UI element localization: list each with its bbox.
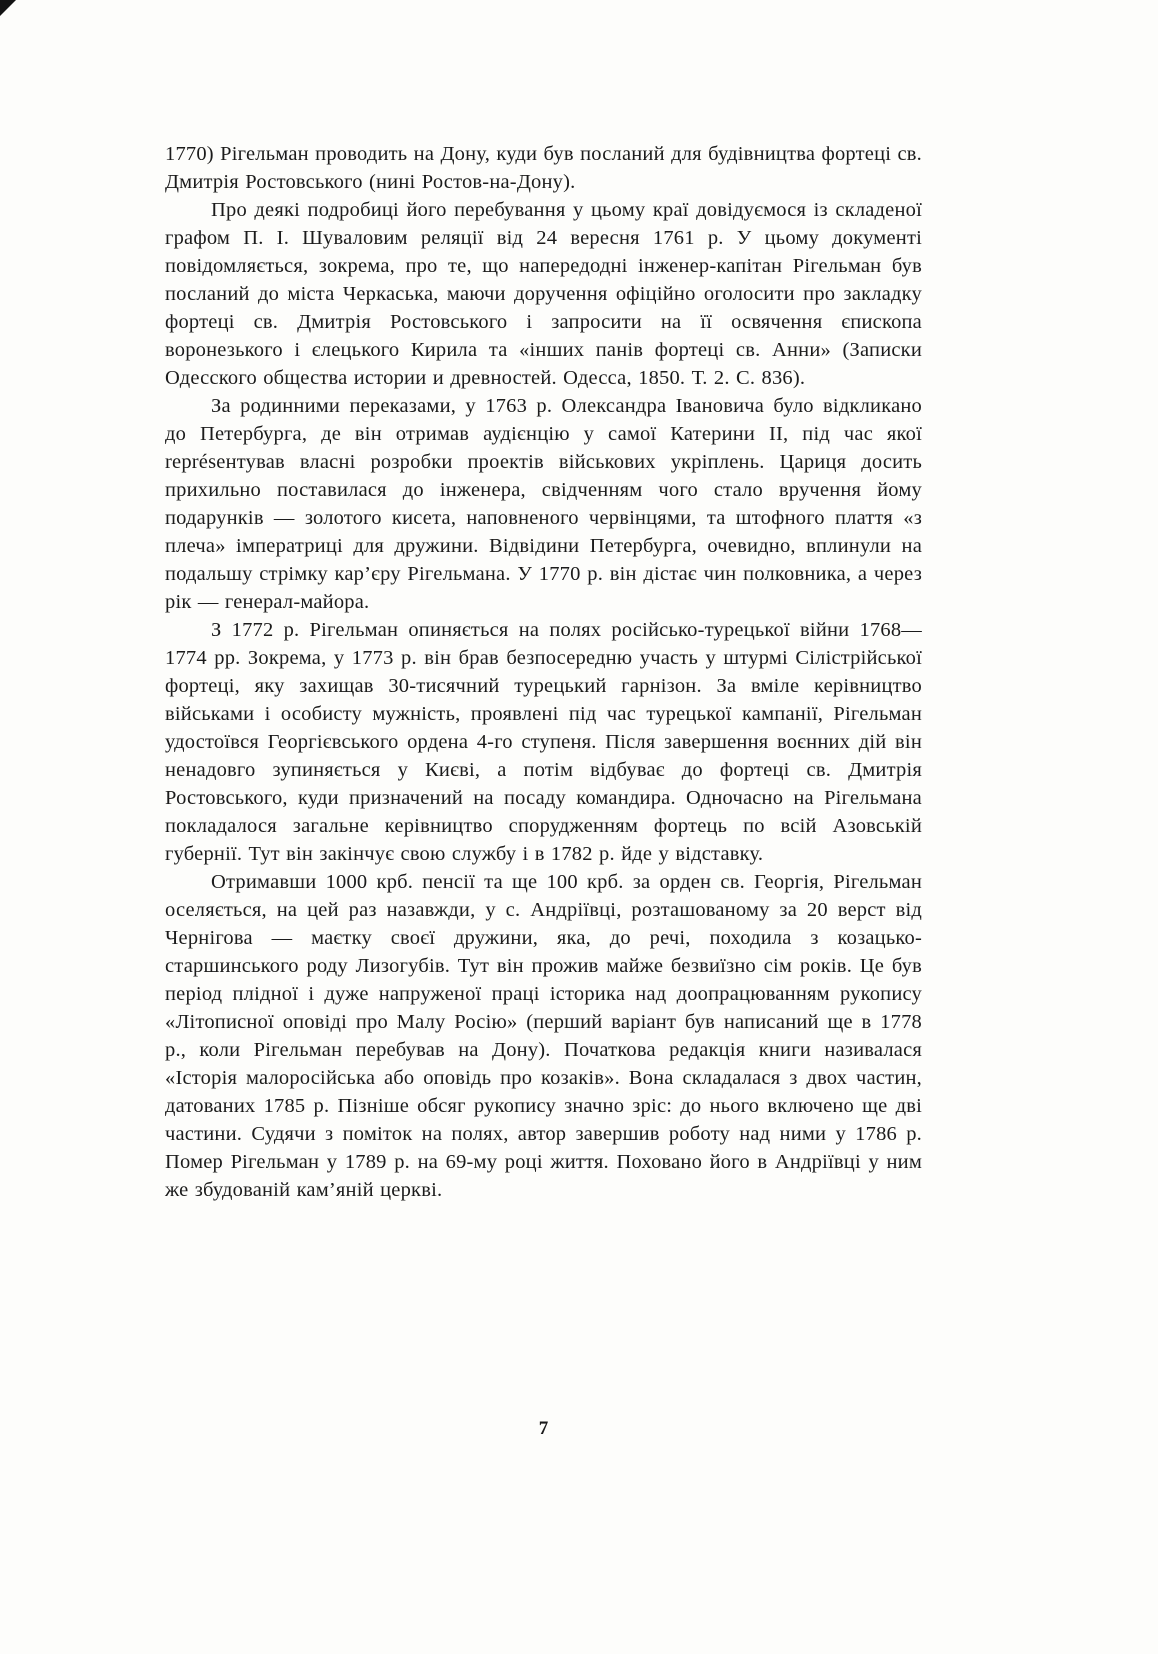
paragraph: За родинними переказами, у 1763 р. Олександра Івановича було відкликано до Петербурга, де він отримав аудієнцію у самої Катерини II, під час якої représентував власні розробки проектів військових укріплень. Цариця досить прихильно поставилася до інженера, свідченням чого стало вручення йому подарунків — золотого кисета, наповненого червінцями, та штофного плаття «з плеча» імператриці для дружини. Відвідини Петербурга, очевидно, вплинули на подальшу стрімку кар’єру Рігельмана. У 1770 р. він дістає чин полковника, а через рік — генерал-майора. <box>165 395 922 613</box>
scan-corner-artifact <box>0 0 16 16</box>
paragraph: Про деякі подробиці його перебування у цьому краї довідуємося із складеної графом П. І. Шуваловим реляції від 24 вересня 1761 р. У цьому документі повідомляється, зокрема, про те, що напередодні інженер-капітан Рігельман був посланий до міста Черкаська, маючи доручення офіційно оголосити про закладку фортеці св. Дмитрія Ростовського і запросити на її освячення єпископа воронезького і єлецького Кирила та «інших панів фортеці св. Анни» (Записки Одесского общества истории и древностей. Одесса, 1850. Т. 2. С. 836). <box>165 199 922 389</box>
paragraph: З 1772 р. Рігельман опиняється на полях російсько-турецької війни 1768—1774 рр. Зокрема, у 1773 р. він брав безпосередню участь у штурмі Сілістрійської фортеці, яку захищав 30-тисячний турецький гарнізон. За вміле керівництво військами і особисту мужність, проявлені під час турецької кампанії, Рігельман удостоївся Георгієвського ордена 4-го ступеня. Після завершення воєнних дій він ненадовго зупиняється у Києві, а потім відбуває до фортеці св. Дмитрія Ростовського, куди призначений на посаду командира. Одночасно на Рігельмана покладалося загальне керівництво спорудженням фортець по всій Азовській губернії. Тут він закінчує свою службу і в 1782 р. йде у відставку. <box>165 619 922 865</box>
page-number: 7 <box>538 1418 549 1439</box>
paragraph: 1770) Рігельман проводить на Дону, куди був посланий для будівництва фортеці св. Дмитрія Ростовського (нині Ростов-на-Дону). <box>165 143 922 193</box>
page-text <box>165 140 922 1204</box>
paragraph: Отримавши 1000 крб. пенсії та ще 100 крб. за орден св. Георгія, Рігельман оселяється, на цей раз назавжди, у с. Андріївці, розташованому за 20 верст від Чернігова — маєтку своєї дружини, яка, до речі, походила з козацько-старшинського роду Лизогубів. Тут він прожив майже безвиїзно сім років. Це був період плідної і дуже напруженої праці історика над доопрацюванням рукопису «Літописної оповіді про Малу Росію» (перший варіант був написаний ще в 1778 р., коли Рігельман перебував на Дону). Початкова редакція книги називалася «Історія малоросійська або оповідь про козаків». Вона складалася з двох частин, датованих 1785 р. Пізніше обсяг рукопису значно зріс: до нього включено ще дві частини. Судячи з поміток на полях, автор завершив роботу над ними у 1786 р. Помер Рігельман у 1789 р. на 69-му році життя. Поховано його в Андріївці у ним же збудованій кам’яній церкві. <box>165 871 922 1201</box>
